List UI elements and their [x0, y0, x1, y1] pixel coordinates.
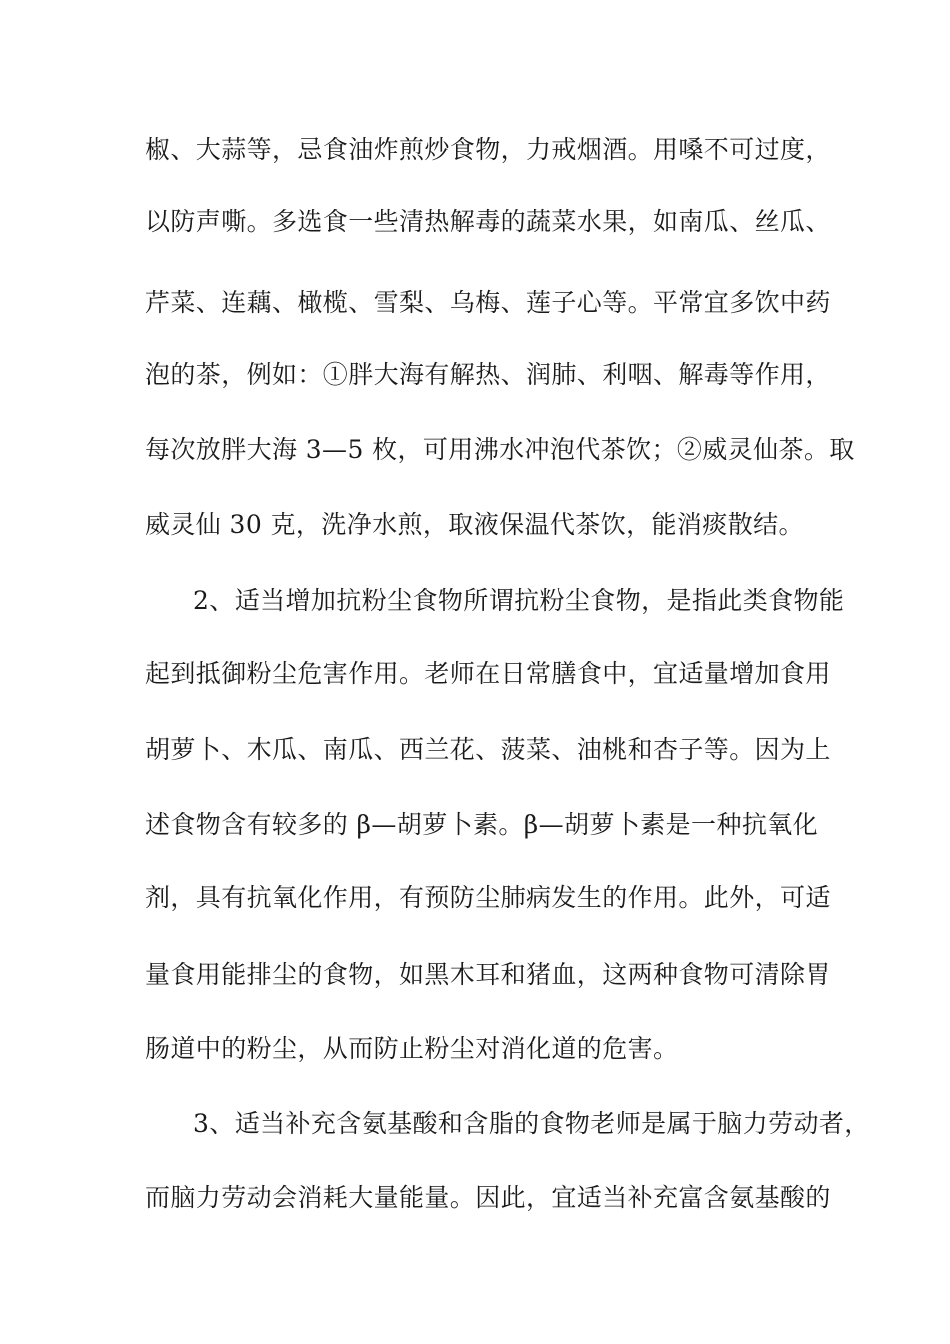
- text-line: 而脑力劳动会消耗大量能量。因此，宜适当补充富含氨基酸的: [145, 1183, 831, 1212]
- text-line: 量食用能排尘的食物，如黑木耳和猪血，这两种食物可清除胃: [145, 960, 831, 989]
- paragraph-start-line: 2、适当增加抗粉尘食物所谓抗粉尘食物，是指此类食物能: [193, 586, 845, 615]
- text-line: 起到抵御粉尘危害作用。老师在日常膳食中，宜适量增加食用: [145, 659, 831, 688]
- text-line: 胡萝卜、木瓜、南瓜、西兰花、菠菜、油桃和杏子等。因为上: [145, 735, 831, 764]
- text-line: 剂，具有抗氧化作用，有预防尘肺病发生的作用。此外，可适: [145, 883, 831, 912]
- text-line: 泡的茶，例如：①胖大海有解热、润肺、利咽、解毒等作用，: [145, 360, 831, 389]
- text-line: 述食物含有较多的 β—胡萝卜素。β—胡萝卜素是一种抗氧化: [145, 810, 819, 839]
- text-line: 芹菜、连藕、橄榄、雪梨、乌梅、莲子心等。平常宜多饮中药: [145, 288, 831, 317]
- text-line: 肠道中的粉尘，从而防止粉尘对消化道的危害。: [145, 1034, 679, 1063]
- text-line: 每次放胖大海 3—5 枚，可用沸水冲泡代茶饮；②威灵仙茶。取: [145, 435, 855, 464]
- text-line: 威灵仙 30 克，洗净水煎，取液保温代茶饮，能消痰散结。: [145, 510, 804, 539]
- text-line: 椒、大蒜等，忌食油炸煎炒食物，力戒烟酒。用嗓不可过度，: [145, 135, 831, 164]
- paragraph-start-line: 3、适当补充含氨基酸和含脂的食物老师是属于脑力劳动者，: [193, 1109, 870, 1138]
- text-line: 以防声嘶。多选食一些清热解毒的蔬菜水果，如南瓜、丝瓜、: [145, 207, 831, 236]
